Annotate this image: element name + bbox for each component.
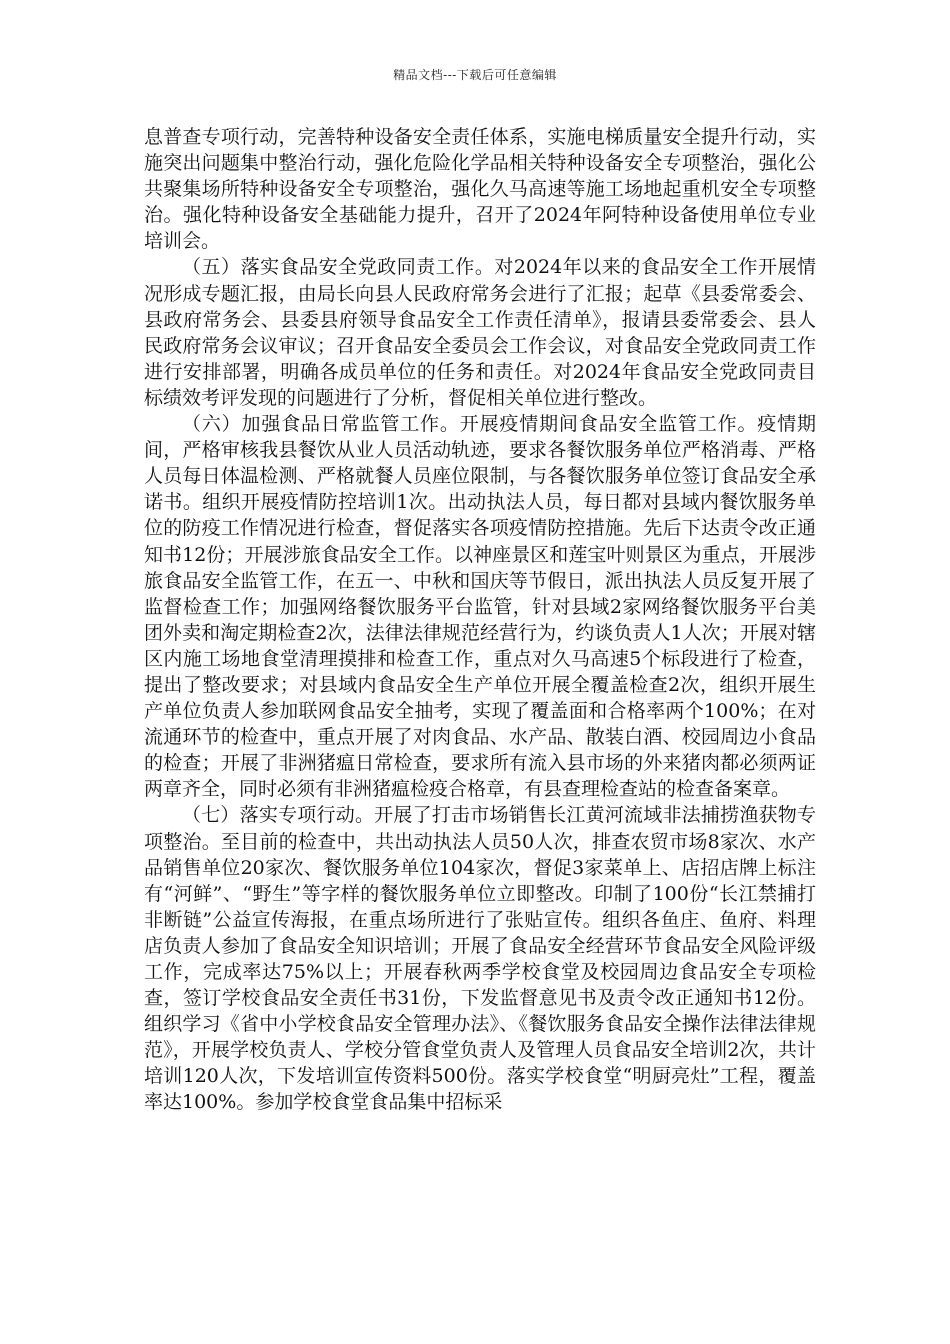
page-header: 精品文档---下载后可任意编辑 <box>393 68 557 82</box>
paragraph-seven: （七）落实专项行动。开展了打击市场销售长江黄河流域非法捕捞渔获物专项整治。至目前的检查中，共出动执法人员50人次，排查农贸市场8家次、水产品销售单位20家次、餐饮服务单位104家次，督促3家菜单上、店招店牌上标注有“河鲜”、“野生”等字样的餐饮服务单位立即整改。印制了100份“长江禁捕打非断链”公益宣传海报，在重点场所进行了张贴宣传。组织各鱼庄、鱼府、料理店负责人参加了食品安全知识培训；开展了食品安全经营环节食品安全风险评级工作，完成率达75%以上；开展春秋两季学校食堂及校园周边食品安全专项检查，签订学校食品安全责任书31份，下发监督意见书及责令改正通知书12份。组织学习《省中小学校食品安全管理办法》、《餐饮服务食品安全操作法律法律规范》，开展学校负责人、学校分管食堂负责人及管理人员食品安全培训2次，共计培训120人次，下发培训宣传资料500份。落实学校食堂“明厨亮灶”工程，覆盖率达100%。参加学校食堂食品集中招标采 <box>144 804 816 1114</box>
paragraph-five: （五）落实食品安全党政同责工作。对2024年以来的食品安全工作开展情况形成专题汇报，由局长向县人民政府常务会进行了汇报；起草《县委常委会、县政府常务会、县委县府领导食品安全工作责任清单》，报请县委常委会、县人民政府常务会议审议；召开食品安全委员会工作会议，对食品安全党政同责工作进行安排部署，明确各成员单位的任务和责任。对2024年食品安全党政同责目标绩效考评发现的问题进行了分析，督促相关单位进行整改。 <box>144 256 816 409</box>
document-body <box>144 124 816 1116</box>
paragraph-special-equipment: 息普查专项行动，完善特种设备安全责任体系，实施电梯质量安全提升行动，实施突出问题集中整治行动，强化危险化学品相关特种设备安全专项整治，强化公共聚集场所特种设备安全专项整治，强化久马高速等施工场地起重机安全专项整治。强化特种设备安全基础能力提升，召开了2024年阿特种设备使用单位专业培训会。 <box>144 126 816 253</box>
paragraph-six: （六）加强食品日常监管工作。开展疫情期间食品安全监管工作。疫情期间，严格审核我县餐饮从业人员活动轨迹，要求各餐饮服务单位严格消毒、严格人员每日体温检测、严格就餐人员座位限制，与各餐饮服务单位签订食品安全承诺书。组织开展疫情防控培训1次。出动执法人员，每日都对县域内餐饮服务单位的防疫工作情况进行检查，督促落实各项疫情防控措施。先后下达责令改正通知书12份；开展涉旅食品安全工作。以神座景区和莲宝叶则景区为重点，开展涉旅食品安全监管工作，在五一、中秋和国庆等节假日，派出执法人员反复开展了监督检查工作；加强网络餐饮服务平台监管，针对县域2家网络餐饮服务平台美团外卖和淘定期检查2次，法律法律规范经营行为，约谈负责人1人次；开展对辖区内施工场地食堂清理摸排和检查工作，重点对久马高速5个标段进行了检查，提出了整改要求；对县域内食品安全生产单位开展全覆盖检查2次，组织开展生产单位负责人参加联网食品安全抽考，实现了覆盖面和合格率两个100%；在对流通环节的检查中，重点开展了对肉食品、水产品、散装白酒、校园周边小食品的检查；开展了非洲猪瘟日常检查，要求所有流入县市场的外来猪肉都必须两证两章齐全，同时必须有非洲猪瘟检疫合格章，有县查理检查站的检查备案章。 <box>144 413 816 801</box>
